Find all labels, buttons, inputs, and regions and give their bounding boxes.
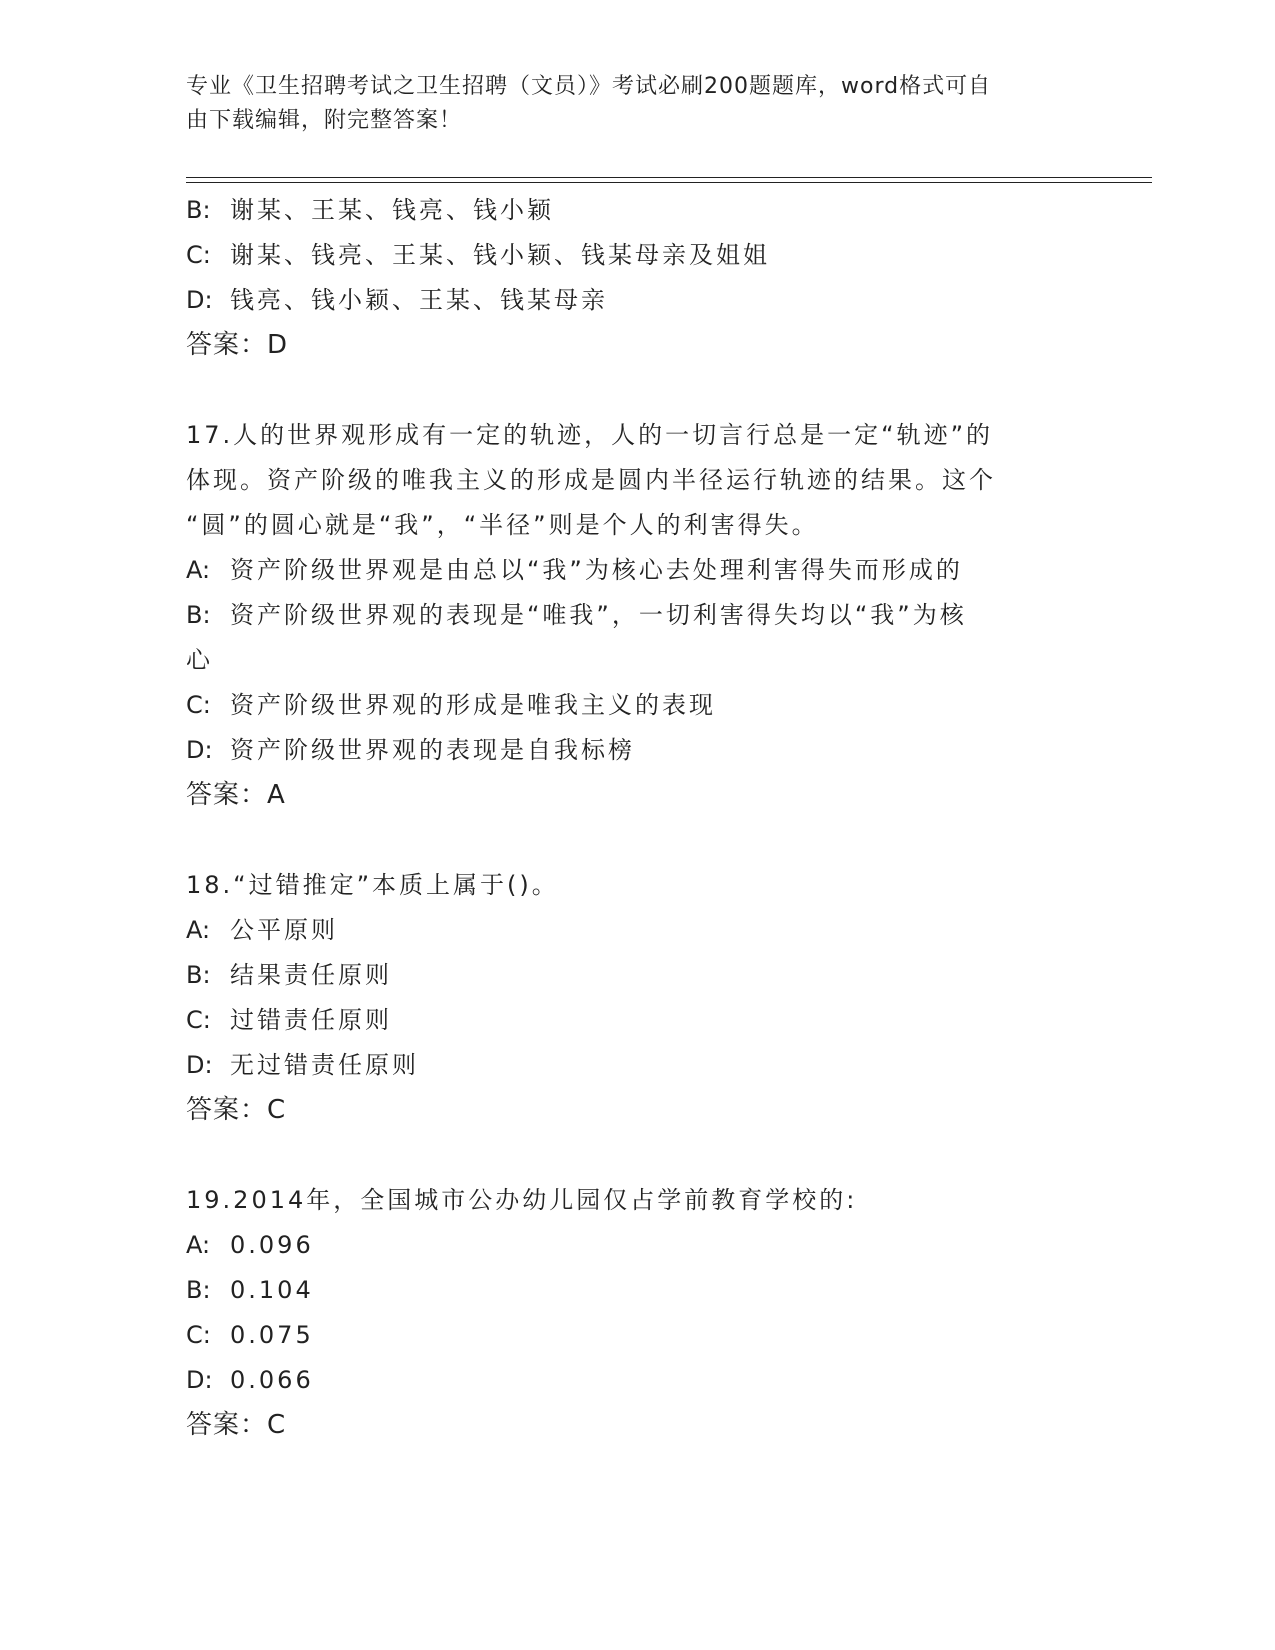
option-b xyxy=(186,1268,1086,1313)
option-label: B: xyxy=(186,1276,211,1304)
document-header xyxy=(186,70,1066,138)
spacer xyxy=(186,1133,1086,1178)
option-text: 资产阶级世界观的表现是“唯我”，一切利害得失均以“我”为核 xyxy=(230,601,967,629)
option-label: B: xyxy=(186,961,211,989)
answer: 答案：C xyxy=(186,1095,287,1125)
option-label: A: xyxy=(186,1231,211,1259)
option-d xyxy=(186,728,1086,773)
option-text: 谢某、钱亮、王某、钱小颖、钱某母亲及姐姐 xyxy=(230,241,770,269)
spacer xyxy=(186,368,1086,413)
option-a xyxy=(186,548,1086,593)
option-label: C: xyxy=(186,241,211,269)
option-text: 钱亮、钱小颖、王某、钱某母亲 xyxy=(230,286,608,314)
option-label: D: xyxy=(186,736,213,764)
header-divider-top xyxy=(186,177,1152,178)
option-text: 0.096 xyxy=(230,1231,314,1259)
option-c xyxy=(186,1313,1086,1358)
option-c xyxy=(186,683,1086,728)
option-text: 无过错责任原则 xyxy=(230,1051,419,1079)
answer: 答案：A xyxy=(186,780,286,810)
option-text: 结果责任原则 xyxy=(230,961,392,989)
option-text: 资产阶级世界观的表现是自我标榜 xyxy=(230,736,635,764)
option-text: 0.075 xyxy=(230,1321,314,1349)
option-label: D: xyxy=(186,286,213,314)
question-18 xyxy=(186,863,1086,1133)
question-stem-line: “圆”的圆心就是“我”，“半径”则是个人的利害得失。 xyxy=(186,511,819,539)
option-d xyxy=(186,1358,1086,1403)
option-text: 谢某、王某、钱亮、钱小颖 xyxy=(230,196,554,224)
option-b xyxy=(186,593,1086,638)
question-19 xyxy=(186,1178,1086,1448)
option-label: A: xyxy=(186,916,211,944)
question-stem-line: 体现。资产阶级的唯我主义的形成是圆内半径运行轨迹的结果。这个 xyxy=(186,466,996,494)
question-stem-line: 17.人的世界观形成有一定的轨迹，人的一切言行总是一定“轨迹”的 xyxy=(186,421,994,449)
option-label: D: xyxy=(186,1366,213,1394)
option-label: A: xyxy=(186,556,211,584)
option-text: 资产阶级世界观的形成是唯我主义的表现 xyxy=(230,691,716,719)
option-b xyxy=(186,188,1086,233)
question-stem: 18.“过错推定”本质上属于()。 xyxy=(186,871,559,899)
option-d xyxy=(186,1043,1086,1088)
option-label: B: xyxy=(186,601,211,629)
option-label: D: xyxy=(186,1051,213,1079)
option-a xyxy=(186,1223,1086,1268)
option-b xyxy=(186,953,1086,998)
option-text: 0.104 xyxy=(230,1276,314,1304)
header-line-1: 专业《卫生招聘考试之卫生招聘（文员）》考试必刷200题题库，word格式可自 xyxy=(186,74,992,99)
header-divider-bottom xyxy=(186,182,1152,183)
option-c xyxy=(186,233,1086,278)
question-17 xyxy=(186,413,1086,818)
option-label: C: xyxy=(186,1006,211,1034)
option-c xyxy=(186,998,1086,1043)
option-label: C: xyxy=(186,691,211,719)
question-stem: 19.2014年，全国城市公办幼儿园仅占学前教育学校的: xyxy=(186,1186,858,1214)
option-label: B: xyxy=(186,196,211,224)
option-label: C: xyxy=(186,1321,211,1349)
option-d xyxy=(186,278,1086,323)
answer: 答案：D xyxy=(186,330,289,360)
option-text: 资产阶级世界观是由总以“我”为核心去处理利害得失而形成的 xyxy=(230,556,963,584)
header-line-2: 由下载编辑，附完整答案！ xyxy=(186,108,463,133)
answer: 答案：C xyxy=(186,1410,287,1440)
option-text: 公平原则 xyxy=(230,916,338,944)
option-b-continuation: 心 xyxy=(186,646,213,674)
option-text: 0.066 xyxy=(230,1366,314,1394)
document-body xyxy=(186,188,1086,1448)
option-text: 过错责任原则 xyxy=(230,1006,392,1034)
question-16-tail xyxy=(186,188,1086,368)
option-a xyxy=(186,908,1086,953)
spacer xyxy=(186,818,1086,863)
